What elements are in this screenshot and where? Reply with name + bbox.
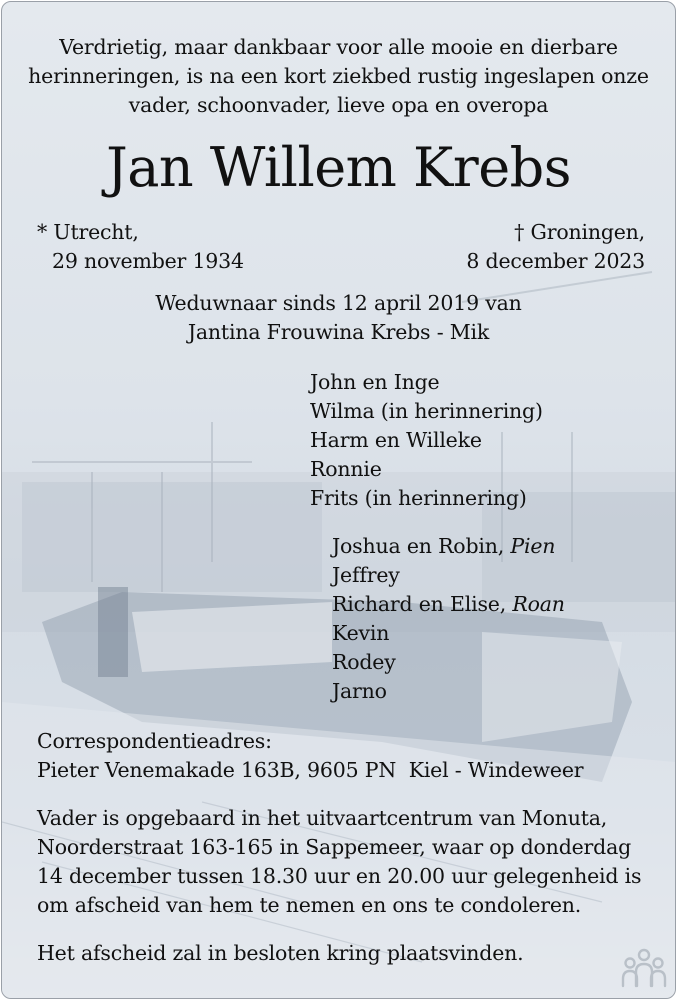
death-date: 8 december 2023 bbox=[466, 249, 645, 273]
farewell-text: Het afscheid zal in besloten kring plaatsvinden. bbox=[37, 941, 524, 965]
viewing-line-1: Vader is opgebaard in het uitvaartcentrum van Monuta, bbox=[37, 806, 608, 830]
death-place: † Groningen, bbox=[514, 220, 645, 244]
great-grandchild-name: Pien bbox=[510, 534, 556, 558]
child-item: John en Inge bbox=[310, 370, 440, 394]
child-item: Harm en Willeke bbox=[310, 428, 482, 452]
grandchild-name: Jeffrey bbox=[332, 563, 400, 587]
viewing-line-3: 14 december tussen 18.30 uur en 20.00 uur gelegenheid is bbox=[37, 864, 642, 888]
spouse-line-1: Weduwnaar sinds 12 april 2019 van bbox=[155, 291, 522, 315]
viewing-line-4: om afscheid van hem te nemen en ons te condoleren. bbox=[37, 893, 582, 917]
grandchild-item bbox=[332, 619, 389, 648]
intro-line-1: Verdrietig, maar dankbaar voor alle mooie en dierbare bbox=[59, 35, 618, 59]
grandchild-item bbox=[332, 590, 565, 619]
birth-date: 29 november 1934 bbox=[52, 249, 244, 273]
grandchild-item bbox=[332, 561, 400, 590]
correspondence-address: Pieter Venemakade 163B, 9605 PN Kiel - Windeweer bbox=[37, 758, 584, 782]
correspondence-label: Correspondentieadres: bbox=[37, 729, 272, 753]
grandchild-item bbox=[332, 532, 555, 561]
grandchild-item bbox=[332, 648, 396, 677]
grandchild-item bbox=[332, 677, 387, 706]
child-item: Wilma (in herinnering) bbox=[310, 399, 543, 423]
spouse-line-2: Jantina Frouwina Krebs - Mik bbox=[187, 320, 490, 344]
intro-line-2: herinneringen, is na een kort ziekbed rustig ingeslapen onze bbox=[28, 64, 649, 88]
grandchild-name: Jarno bbox=[332, 679, 387, 703]
deceased-name: Jan Willem Krebs bbox=[106, 136, 571, 199]
family-logo-icon bbox=[620, 946, 668, 990]
viewing-line-2: Noorderstraat 163-165 in Sappemeer, waar op donderdag bbox=[37, 835, 632, 859]
grandchild-name: Richard en Elise, bbox=[332, 592, 507, 616]
grandchild-name: Joshua en Robin, bbox=[332, 534, 505, 558]
grandchild-name: Kevin bbox=[332, 621, 390, 645]
grandchild-name: Rodey bbox=[332, 650, 396, 674]
child-item: Ronnie bbox=[310, 457, 382, 481]
great-grandchild-name: Roan bbox=[512, 592, 565, 616]
birth-place: * Utrecht, bbox=[37, 220, 139, 244]
intro-line-3: vader, schoonvader, lieve opa en overopa bbox=[128, 93, 549, 117]
child-item: Frits (in herinnering) bbox=[310, 486, 527, 510]
obituary-card bbox=[1, 1, 676, 999]
